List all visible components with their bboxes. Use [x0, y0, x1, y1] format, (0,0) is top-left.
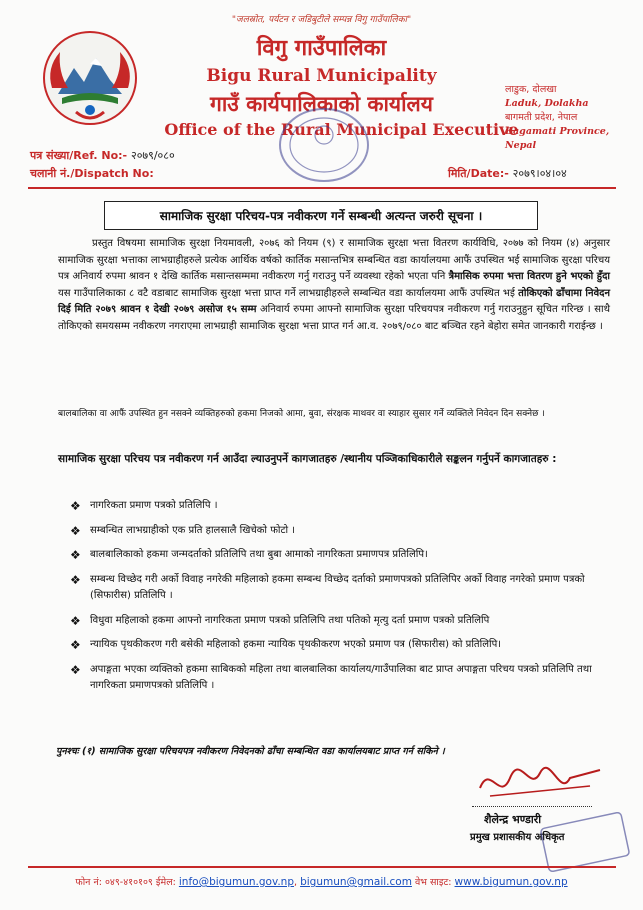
diamond-bullet-icon: ❖	[70, 662, 81, 677]
municipality-name-en: Bigu Rural Municipality	[206, 66, 437, 86]
office-name-en: Office of the Rural Municipal Executive	[164, 120, 519, 139]
dispatch-label: चलानी नं./Dispatch No:	[30, 167, 154, 180]
list-item: ❖ बालबालिकाको हकमा जन्मदर्ताको प्रतिलिपि तथा बुबा आमाको नागरिकता प्रमाणपत्र प्रतिलिपि।	[70, 548, 428, 562]
ref-value: २०७९/०८०	[130, 149, 175, 162]
reference-number	[30, 148, 175, 163]
dispatch-number	[30, 166, 154, 181]
letter-date	[448, 166, 567, 181]
documents-list	[70, 498, 610, 703]
diamond-bullet-icon: ❖	[70, 548, 81, 562]
email-link-info[interactable]: info@bigumun.gov.np	[178, 876, 295, 888]
signer-title: प्रमुख प्रशासकीय अधिकृत	[470, 832, 565, 843]
diamond-bullet-icon: ❖	[70, 499, 81, 513]
office-seal-stamp	[276, 105, 372, 185]
diamond-bullet-icon: ❖	[70, 638, 81, 652]
signer-name: शैलेन्द्र भण्डारी	[484, 813, 542, 826]
date-value: २०७९।०४।०४	[512, 167, 567, 180]
date-label: मिति/Date:-	[448, 167, 509, 180]
motto: "जलस्रोत, पर्यटन र जडिबुटीले सम्पन्न विगु गाउँपालिका"	[231, 15, 412, 25]
diamond-bullet-icon: ❖	[70, 613, 81, 628]
address-np-2: बागमती प्रदेश, नेपाल	[505, 112, 578, 123]
address-en-2: Bagamati Province, Nepal	[505, 126, 610, 151]
website-label: वेभ साइट:	[414, 877, 452, 888]
website-link[interactable]: www.bigumun.gov.np	[454, 876, 568, 888]
diamond-bullet-icon: ❖	[70, 523, 81, 538]
municipality-name-np: विगु गाउँपालिका	[256, 36, 387, 61]
p1-part-a: प्रस्तुत विषयमा सामाजिक सुरक्षा नियमावली, २०७६ को नियम (९) र सामाजिक सुरक्षा भत्ता वितरण कार्यविधि, २०७७ को नियम (४) अनुसार सामाजिक सुरक्षा भत्ताका लाभग्राहीहरुले प्रत्येक आर्थिक वर्षको कार्तिक मसान्तभित्र सम्बन्धित वडा कार्यालयमा आफैं उपस्थित भई सामाजिक सुरक्षा परिचय पत्र अनिवार्य रुपमा श्रावन १ देखि कार्तिक मसान्तसम्ममा नवीकरण गर्नु गराउनु पर्ने व्यवस्था रहेको भएता पनि	[58, 238, 610, 282]
footer-divider	[28, 866, 616, 868]
list-item: ❖ सम्बन्धित लाभग्राहीको एक प्रति हालसालै खिचेको फोटो ।	[70, 523, 296, 538]
signature-stamp	[540, 812, 630, 872]
list-item: ❖ अपाङ्गता भएका व्यक्तिको हकमा साबिकको महिला तथा बालबालिका कार्यालय/गाउँपालिका बाट प्राप्त अपाङ्गता परिचय पत्रको प्रतिलिपि तथा नागरिकता प्रमाणपत्रको प्रतिलिपि ।	[70, 662, 592, 691]
signature-line	[472, 806, 592, 807]
p1-part-c: अनिवार्य रुपमा आफ्नो सामाजिक सुरक्षा परिचयपत्र नवीकरण गर्नु गराउनुहुन सूचित गरिन्छ । साथै तोकिएको समयसम्म नवीकरण नगराएमा लाभग्राही सामाजिक सुरक्षा भत्ता प्राप्त गर्न आ.व. २०७९/०८० बाट बञ्चित रहने बेहोरा समेत जानकारी गराईन्छ ।	[58, 304, 610, 332]
header-divider	[28, 187, 616, 189]
subject-box: सामाजिक सुरक्षा परिचय-पत्र नवीकरण गर्ने सम्बन्धी अत्यन्त जरुरी सूचना ।	[104, 201, 538, 230]
handwritten-signature	[470, 758, 610, 806]
address-block	[505, 83, 643, 153]
guardian-note: बालबालिका वा आफैं उपस्थित हुन नसक्ने व्यक्तिहरुको हकमा निजको आमा, बुवा, संरक्षक माथवर वा स्याहार सुसार गर्ने व्यक्तिले निवेदन दिन सक्नेछ ।	[58, 409, 545, 419]
phone-label: फोन नं: ०४९-४१०१०९ ईमेल:	[75, 877, 176, 888]
postscript: पुनश्चः (१) सामाजिक सुरक्षा परिचयपत्र नवीकरण निवेदनको ढाँचा सम्बन्धित वडा कार्यालयबाट प्राप्त गर्न सकिने ।	[56, 746, 445, 757]
diamond-bullet-icon: ❖	[70, 572, 81, 587]
documents-heading: सामाजिक सुरक्षा परिचय पत्र नवीकरण गर्न आउँदा ल्याउनुपर्ने कागजातहरु /स्थानीय पञ्जिकाधिकारीले सङ्कलन गर्नुपर्ने कागजातहरु :	[58, 453, 557, 465]
list-item: ❖ नागरिकता प्रमाण पत्रको प्रतिलिपि ।	[70, 499, 218, 513]
footer-contact: फोन नं: ०४९-४१०१०९ ईमेल: info@bigumun.gov.np, bigumun@gmail.com वेभ साइट: www.bigumun.gov.np	[75, 876, 568, 888]
ref-label: पत्र संख्या/Ref. No:-	[30, 149, 128, 162]
p1-bold-2: तोकिएको ढाँचामा निवेदन दिई मिति २०७९ श्रावन १ देखी २०७९ असोज १५ सम्म	[58, 287, 610, 315]
email-link-gmail[interactable]: bigumun@gmail.com	[300, 876, 412, 888]
office-name-np: गाउँ कार्यपालिकाको कार्यालय	[210, 92, 433, 116]
main-paragraph	[58, 236, 610, 335]
p1-part-b: यस गाउँपालिकाका ८ वटै वडाबाट सामाजिक सुरक्षा भत्ता प्राप्त गर्ने लाभग्राहीहरुले सम्बन्धित वडा कार्यालयमा आफैं उपस्थित भई	[58, 287, 515, 299]
list-item: ❖ विधुवा महिलाको हकमा आफ्नो नागरिकता प्रमाण पत्रको प्रतिलिपि तथा पतिको मृत्यु दर्ता प्रमाण पत्रको प्रतिलिपि	[70, 613, 490, 628]
list-item: ❖ न्यायिक पृथकीकरण गरी बसेकी महिलाको हकमा न्यायिक पृथकीकरण भएको प्रमाण पत्र (सिफारीस) को प्रतिलिपि।	[70, 638, 502, 652]
p1-bold-1: त्रैमासिक रुपमा भत्ता वितरण हुने भएको हुँदा	[448, 271, 610, 282]
address-en-1: Laduk, Dolakha	[505, 98, 589, 109]
address-np-1: लाडुक, दोलखा	[505, 84, 557, 95]
list-item: ❖ सम्बन्ध विच्छेद गरी अर्को विवाह नगरेकी महिलाको हकमा सम्बन्ध विच्छेद दर्ताको प्रमाणपत्रको प्रतिलिपिर अर्को विवाह नगरेको प्रमाण पत्रको (सिफारीस) प्रतिलिपि ।	[70, 572, 585, 601]
